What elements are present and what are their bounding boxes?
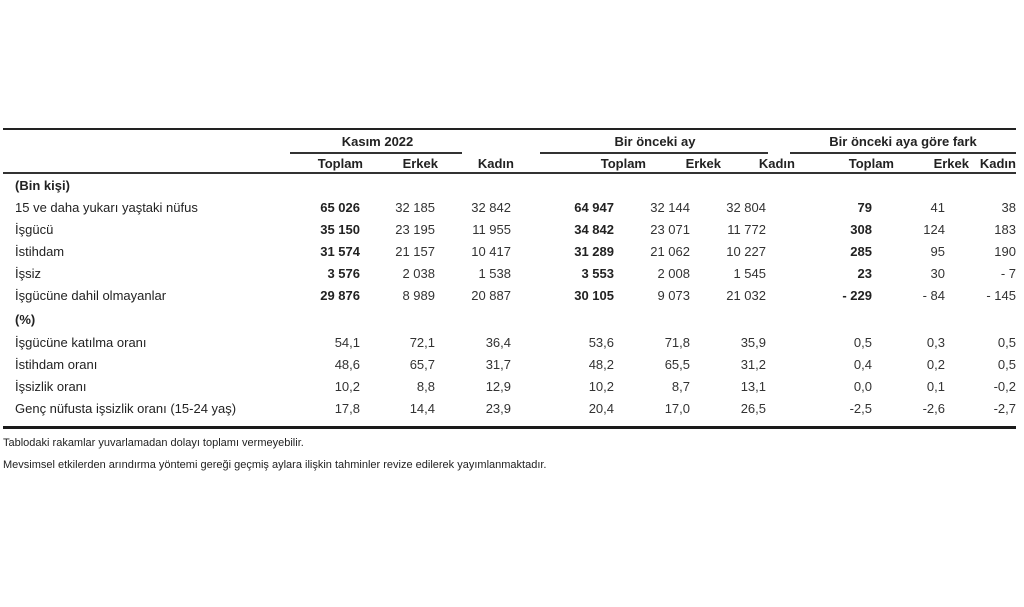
table-section-row [3, 312, 1016, 332]
table-cell: 79 [857, 200, 872, 215]
table-cell: 20,4 [588, 401, 614, 416]
table-cell: 10 417 [471, 244, 511, 259]
row-label: 15 ve daha yukarı yaştaki nüfus [15, 200, 198, 215]
table-row [3, 244, 1016, 264]
table-cell: 0,5 [853, 335, 872, 350]
group-underline-previous-month [540, 152, 768, 154]
col-header-diff-male: Erkek [933, 156, 969, 171]
table-cell: 17,8 [334, 401, 360, 416]
table-cell: 13,1 [740, 379, 766, 394]
table-cell: 8,7 [671, 379, 690, 394]
table-cell: 64 947 [574, 200, 614, 215]
table-cell: 10,2 [588, 379, 614, 394]
table-cell: - 145 [986, 288, 1016, 303]
table-section-row [3, 178, 1016, 198]
table-cell: 48,6 [334, 357, 360, 372]
col-header-current-total: Toplam [317, 156, 363, 171]
table-row [3, 379, 1016, 399]
table-cell: 65 026 [320, 200, 360, 215]
col-header-current-male: Erkek [402, 156, 438, 171]
table-cell: 3 553 [581, 266, 614, 281]
table-cell: 3 576 [327, 266, 360, 281]
table-cell: 14,4 [409, 401, 435, 416]
col-header-diff-female: Kadın [979, 156, 1016, 171]
table-cell: 2 008 [657, 266, 690, 281]
table-cell: 0,2 [926, 357, 945, 372]
table-cell: 31,7 [485, 357, 511, 372]
table-cell: 17,0 [664, 401, 690, 416]
col-header-previous-female: Kadın [758, 156, 795, 171]
table-cell: 72,1 [409, 335, 435, 350]
table-cell: 8,8 [416, 379, 435, 394]
row-label: İşsiz [15, 266, 41, 281]
table-cell: 31 289 [574, 244, 614, 259]
table-cell: 0,5 [997, 335, 1016, 350]
table-cell: 12,9 [485, 379, 511, 394]
row-label: Genç nüfusta işsizlik oranı (15-24 yaş) [15, 401, 237, 416]
table-header-rule [3, 172, 1016, 174]
row-label: İstihdam oranı [15, 357, 98, 372]
table-cell: 23,9 [485, 401, 511, 416]
section-label: (%) [15, 312, 36, 327]
table-cell: 71,8 [664, 335, 690, 350]
table-cell: 308 [850, 222, 872, 237]
section-label: (Bin kişi) [15, 178, 70, 193]
table-cell: 124 [923, 222, 945, 237]
footnote-rounding: Tablodaki rakamlar yuvarlamadan dolayı toplamı vermeyebilir. [3, 437, 304, 449]
row-label: İşgücüne dahil olmayanlar [15, 288, 167, 303]
table-cell: 21 032 [726, 288, 766, 303]
table-cell: -2,7 [993, 401, 1016, 416]
table-cell: 8 989 [402, 288, 435, 303]
table-cell: -0,2 [993, 379, 1016, 394]
group-title-previous-month: Bir önceki ay [614, 134, 696, 149]
table-cell: 23 071 [650, 222, 690, 237]
table-cell: 285 [850, 244, 872, 259]
table-cell: 23 195 [395, 222, 435, 237]
table-row [3, 266, 1016, 286]
table-cell: 41 [930, 200, 945, 215]
table-cell: 23 [857, 266, 872, 281]
table-cell: 9 073 [657, 288, 690, 303]
table-row [3, 401, 1016, 421]
table-cell: 54,1 [334, 335, 360, 350]
table-cell: 10 227 [726, 244, 766, 259]
row-label: İşgücü [15, 222, 54, 237]
table-cell: 65,7 [409, 357, 435, 372]
table-cell: 34 842 [574, 222, 614, 237]
table-cell: 0,3 [926, 335, 945, 350]
table-cell: 32 144 [650, 200, 690, 215]
table-cell: 21 157 [395, 244, 435, 259]
table-cell: - 229 [842, 288, 872, 303]
row-label: İstihdam [15, 244, 65, 259]
table-row [3, 222, 1016, 242]
table-cell: 29 876 [320, 288, 360, 303]
table-cell: 1 545 [733, 266, 766, 281]
table-cell: 2 038 [402, 266, 435, 281]
table-cell: 1 538 [478, 266, 511, 281]
table-cell: 0,4 [853, 357, 872, 372]
col-header-diff-total: Toplam [848, 156, 894, 171]
table-cell: 65,5 [664, 357, 690, 372]
group-title-current-month: Kasım 2022 [341, 134, 414, 149]
table-cell: 20 887 [471, 288, 511, 303]
table-cell: 190 [994, 244, 1016, 259]
col-header-previous-total: Toplam [600, 156, 646, 171]
table-cell: 32 842 [471, 200, 511, 215]
table-cell: 32 185 [395, 200, 435, 215]
table-cell: 95 [930, 244, 945, 259]
table-cell: 30 [930, 266, 945, 281]
table-cell: 35,9 [740, 335, 766, 350]
table-cell: 10,2 [334, 379, 360, 394]
table-cell: -2,6 [922, 401, 945, 416]
table-row [3, 288, 1016, 308]
table-cell: 21 062 [650, 244, 690, 259]
table-cell: - 7 [1000, 266, 1016, 281]
table-cell: 36,4 [485, 335, 511, 350]
col-header-current-female: Kadın [477, 156, 514, 171]
table-cell: 183 [994, 222, 1016, 237]
table-top-rule [3, 128, 1016, 130]
table-cell: 0,5 [997, 357, 1016, 372]
col-header-previous-male: Erkek [685, 156, 721, 171]
table-cell: 30 105 [574, 288, 614, 303]
table-cell: 38 [1001, 200, 1016, 215]
row-label: İşgücüne katılma oranı [15, 335, 147, 350]
table-cell: 11 772 [727, 222, 766, 237]
table-cell: -2,5 [849, 401, 872, 416]
table-bottom-rule [3, 426, 1016, 429]
table-row [3, 335, 1016, 355]
table-cell: 11 955 [472, 222, 511, 237]
table-cell: 53,6 [588, 335, 614, 350]
table-row [3, 357, 1016, 377]
table-cell: 32 804 [726, 200, 766, 215]
table-cell: 35 150 [320, 222, 360, 237]
group-title-difference: Bir önceki aya göre fark [829, 134, 977, 149]
table-cell: 31,2 [740, 357, 766, 372]
footnote-seasonal-adjustment: Mevsimsel etkilerden arındırma yöntemi gereği geçmiş aylara ilişkin tahminler revize edilerek yayımlanmaktadır. [3, 459, 547, 471]
table-cell: 0,0 [853, 379, 872, 394]
group-underline-difference [790, 152, 1016, 154]
table-cell: 26,5 [740, 401, 766, 416]
table-cell: 0,1 [926, 379, 945, 394]
table-row [3, 200, 1016, 220]
table-cell: 31 574 [320, 244, 360, 259]
table-cell: - 84 [922, 288, 945, 303]
table-cell: 48,2 [588, 357, 614, 372]
row-label: İşsizlik oranı [15, 379, 87, 394]
group-underline-current-month [290, 152, 462, 154]
